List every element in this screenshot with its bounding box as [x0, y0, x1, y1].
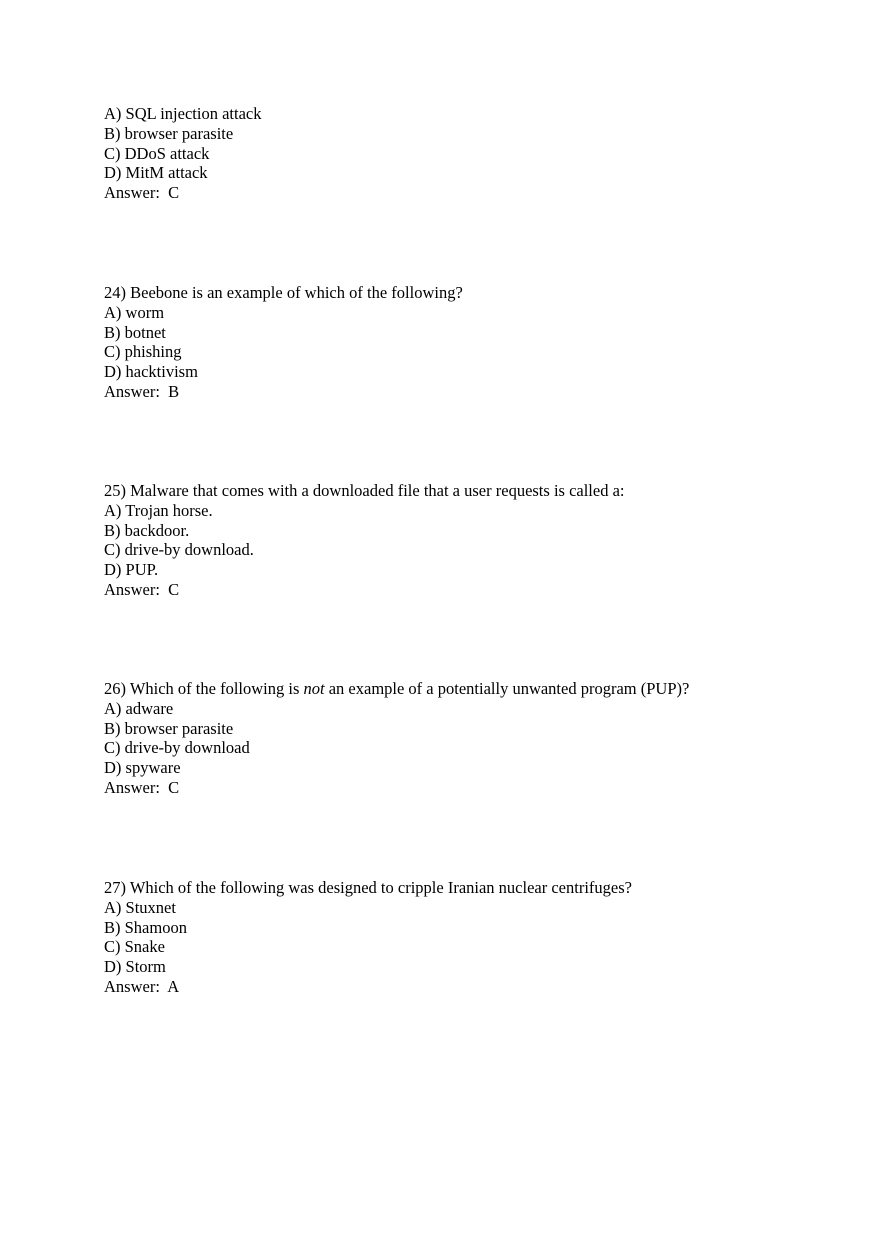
option-d: D) PUP. — [104, 560, 159, 580]
question-block-26 — [104, 679, 824, 798]
answer: Answer: B — [104, 381, 180, 401]
answer: Answer: C — [104, 183, 180, 203]
option-d: D) Storm — [104, 957, 166, 977]
question-text: 27) Which of the following was designed to cripple Iranian nuclear centrifuges? — [104, 878, 632, 897]
question-text-after: an example of a potentially unwanted program (PUP)? — [324, 679, 690, 698]
option-d: D) hacktivism — [104, 362, 198, 382]
option-c: C) DDoS attack — [104, 143, 210, 163]
option-a: A) adware — [104, 698, 174, 718]
question-text — [104, 679, 824, 699]
option-b: B) browser parasite — [104, 123, 234, 143]
option-b: B) backdoor. — [104, 520, 190, 540]
question-block-27 — [104, 878, 824, 997]
option-b: B) botnet — [104, 322, 166, 342]
question-text-emphasis: not — [303, 679, 325, 698]
option-d: D) spyware — [104, 758, 181, 778]
option-c: C) drive-by download — [104, 738, 250, 758]
question-text: 25) Malware that comes with a downloaded file that a user requests is called a: — [104, 481, 625, 500]
option-a: A) worm — [104, 302, 165, 322]
option-c: C) phishing — [104, 342, 182, 362]
question-block-25 — [104, 481, 824, 600]
answer: Answer: C — [104, 777, 180, 797]
answer: Answer: C — [104, 579, 180, 599]
question-text-before: 26) Which of the following is — [104, 679, 304, 698]
option-b: B) browser parasite — [104, 718, 234, 738]
question-block-24 — [104, 283, 824, 402]
option-d: D) MitM attack — [104, 163, 208, 183]
option-a: A) Trojan horse. — [104, 500, 213, 520]
option-a: A) Stuxnet — [104, 897, 176, 917]
option-a: A) SQL injection attack — [104, 104, 262, 123]
option-c: C) drive-by download. — [104, 540, 254, 560]
question-block-23 — [104, 104, 824, 203]
answer: Answer: A — [104, 976, 180, 996]
question-text: 24) Beebone is an example of which of the following? — [104, 283, 463, 302]
option-c: C) Snake — [104, 937, 165, 957]
option-b: B) Shamoon — [104, 917, 187, 937]
